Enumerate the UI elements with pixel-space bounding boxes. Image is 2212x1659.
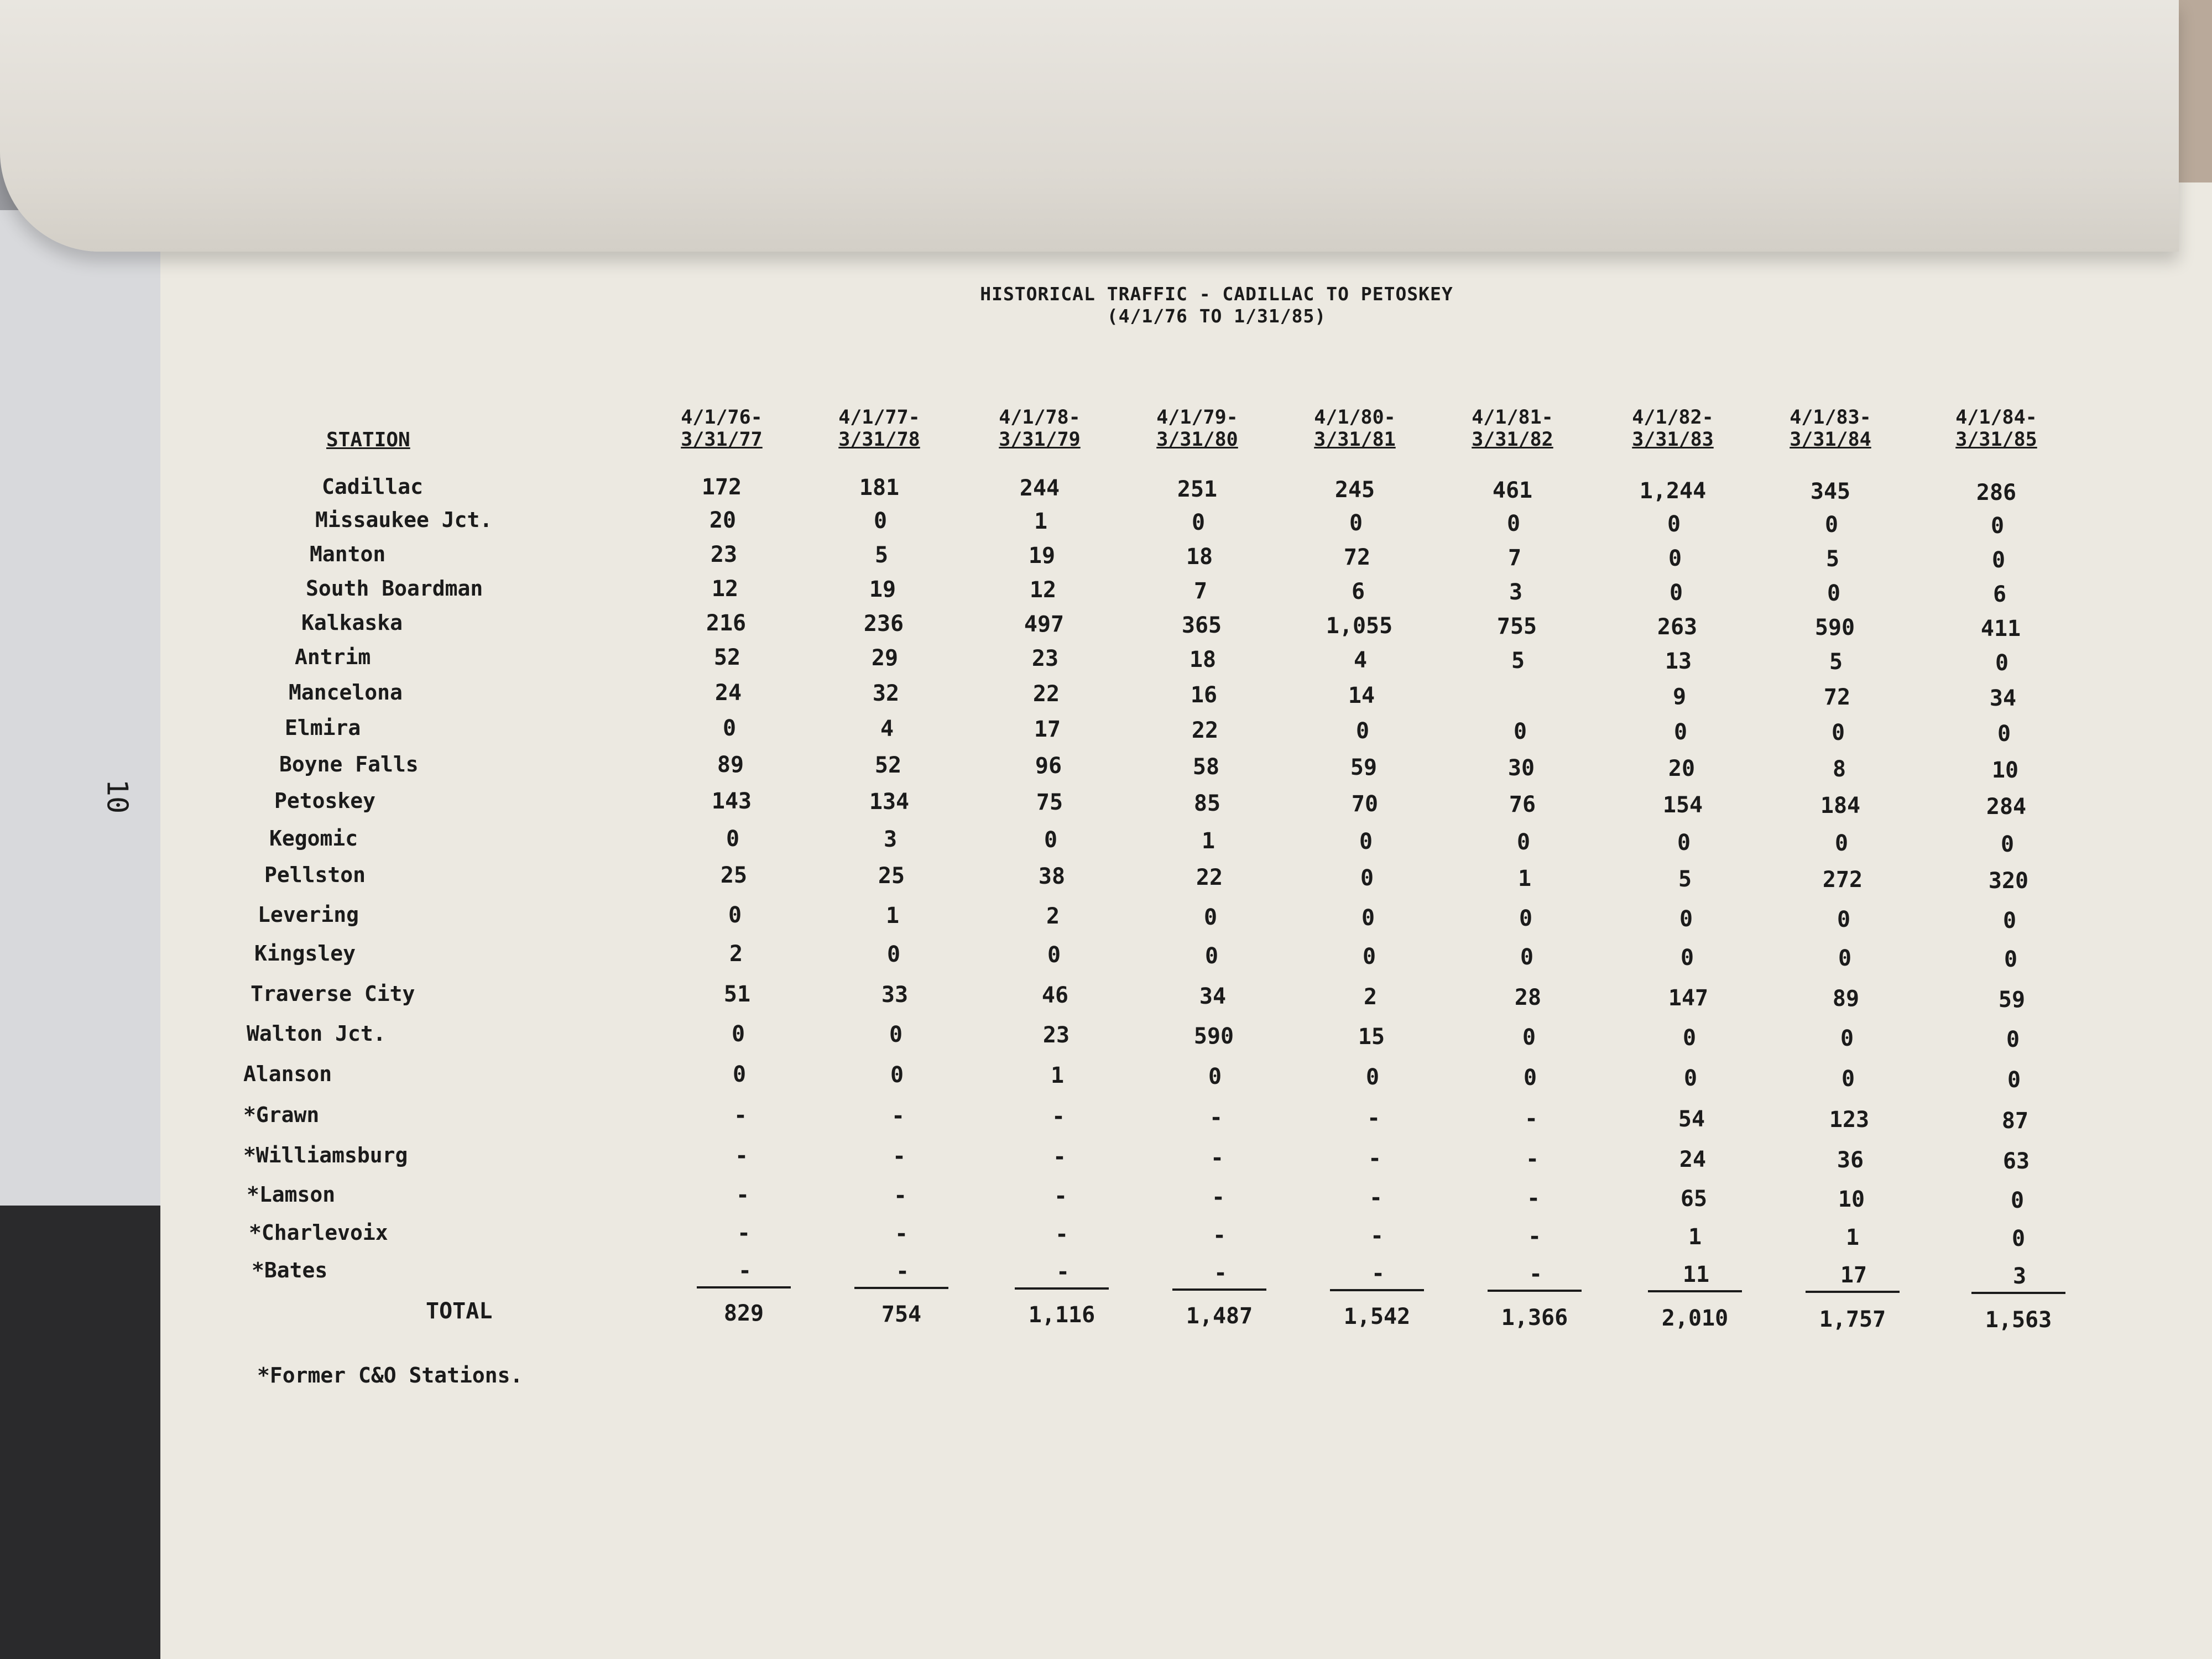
period-start: 4/1/77- bbox=[838, 406, 920, 429]
station-name: Pellston bbox=[264, 863, 366, 887]
station-column-header: STATION bbox=[326, 429, 410, 451]
period-start: 4/1/80- bbox=[1314, 406, 1396, 429]
table-cell: 251 bbox=[1177, 476, 1218, 502]
table-cell: 0 bbox=[1837, 907, 1851, 933]
period-header bbox=[1759, 406, 1902, 451]
table-cell: 2 bbox=[729, 941, 743, 967]
table-cell: 0 bbox=[1203, 904, 1218, 930]
table-cell: 96 bbox=[1035, 753, 1062, 779]
table-cell: 0 bbox=[1349, 510, 1363, 536]
period-start: 4/1/79- bbox=[1156, 406, 1238, 429]
table-cell: 1 bbox=[1050, 1063, 1065, 1089]
table-cell: 0 bbox=[1991, 547, 2006, 573]
table-cell: 0 bbox=[1840, 1026, 1854, 1052]
table-cell: - bbox=[1055, 1222, 1069, 1248]
table-cell: 0 bbox=[1513, 719, 1527, 744]
station-name: Levering bbox=[258, 902, 359, 927]
table-cell: 0 bbox=[1362, 943, 1376, 969]
table-cell: - bbox=[1210, 1145, 1224, 1171]
period-start: 4/1/76- bbox=[681, 406, 763, 429]
table-cell: 497 bbox=[1024, 612, 1065, 638]
station-name: Walton Jct. bbox=[247, 1021, 386, 1046]
total-rule bbox=[1488, 1290, 1582, 1292]
table-cell: 36 bbox=[1837, 1147, 1864, 1173]
table-cell: - bbox=[1056, 1259, 1070, 1285]
table-cell: - bbox=[737, 1220, 751, 1246]
station-name: Kegomic bbox=[269, 826, 358, 851]
table-cell: 0 bbox=[1668, 546, 1682, 572]
table-cell: 20 bbox=[1668, 756, 1695, 782]
table-cell: - bbox=[738, 1258, 752, 1284]
table-cell: - bbox=[734, 1143, 749, 1168]
table-cell: 0 bbox=[1522, 1025, 1536, 1050]
table-cell: 0 bbox=[731, 1021, 745, 1047]
total-rule bbox=[697, 1286, 791, 1288]
table-cell: 143 bbox=[711, 789, 752, 814]
station-name: Petoskey bbox=[274, 789, 376, 813]
footnote: *Former C&O Stations. bbox=[257, 1363, 523, 1387]
total-cell: 1,366 bbox=[1501, 1305, 1568, 1331]
station-name: Cadillac bbox=[322, 474, 424, 499]
table-cell: 0 bbox=[1365, 1064, 1380, 1090]
table-cell: 72 bbox=[1823, 685, 1851, 711]
table-cell: 0 bbox=[886, 942, 901, 968]
table-cell: 34 bbox=[1989, 685, 2017, 711]
period-start: 4/1/81- bbox=[1472, 406, 1553, 429]
station-name: Traverse City bbox=[251, 982, 415, 1006]
table-cell: - bbox=[1366, 1105, 1381, 1131]
period-end: 3/31/79 bbox=[999, 429, 1081, 451]
station-name: Manton bbox=[310, 542, 386, 566]
table-cell: 22 bbox=[1196, 864, 1223, 890]
table-cell: 236 bbox=[863, 611, 904, 637]
table-cell: - bbox=[1528, 1261, 1543, 1287]
total-cell: 2,010 bbox=[1661, 1306, 1729, 1331]
table-cell: 345 bbox=[1810, 479, 1851, 505]
table-cell: - bbox=[895, 1259, 910, 1285]
table-cell: 89 bbox=[717, 752, 744, 778]
total-rule bbox=[1015, 1287, 1109, 1290]
table-cell: 0 bbox=[2004, 946, 2018, 972]
table-cell: 3 bbox=[1509, 580, 1523, 605]
table-cell: 154 bbox=[1662, 792, 1703, 818]
station-name: Elmira bbox=[285, 716, 361, 740]
table-cell: 365 bbox=[1181, 612, 1222, 638]
table-cell: - bbox=[1213, 1260, 1228, 1286]
period-end: 3/31/84 bbox=[1790, 429, 1871, 451]
table-cell: 5 bbox=[874, 542, 889, 568]
table-cell: 134 bbox=[869, 789, 910, 815]
period-end: 3/31/81 bbox=[1314, 429, 1396, 451]
station-name: *Charlevoix bbox=[249, 1220, 388, 1245]
table-cell: 32 bbox=[872, 681, 900, 707]
table-cell: - bbox=[892, 1144, 906, 1170]
table-title: HISTORICAL TRAFFIC - CADILLAC TO PETOSKEY bbox=[980, 283, 1453, 305]
table-cell: 23 bbox=[710, 542, 738, 567]
table-cell: 0 bbox=[873, 508, 888, 534]
table-cell: 0 bbox=[1673, 719, 1688, 745]
table-cell: 245 bbox=[1334, 477, 1375, 503]
table-cell: - bbox=[894, 1221, 909, 1247]
table-cell: 19 bbox=[869, 577, 896, 603]
table-cell: 0 bbox=[1997, 721, 2011, 747]
table-cell: 75 bbox=[1036, 790, 1063, 816]
station-name: Alanson bbox=[243, 1062, 332, 1086]
table-cell: 1 bbox=[1688, 1224, 1702, 1250]
table-cell: 65 bbox=[1680, 1186, 1708, 1212]
table-cell: 0 bbox=[1990, 513, 2005, 539]
table-cell: 0 bbox=[1680, 945, 1694, 971]
total-cell: 1,487 bbox=[1186, 1303, 1253, 1329]
table-cell: 0 bbox=[1667, 512, 1681, 538]
table-cell: 0 bbox=[2002, 907, 2017, 933]
period-start: 4/1/82- bbox=[1632, 406, 1714, 429]
table-cell: 59 bbox=[1998, 987, 2026, 1013]
period-end: 3/31/80 bbox=[1156, 429, 1238, 451]
table-cell: 89 bbox=[1832, 986, 1860, 1012]
table-cell: 0 bbox=[1679, 906, 1693, 932]
table-cell: 590 bbox=[1814, 615, 1855, 641]
table-cell: 10 bbox=[1838, 1187, 1865, 1213]
station-name: Missaukee Jct. bbox=[315, 508, 493, 532]
period-end: 3/31/82 bbox=[1472, 429, 1553, 451]
period-header bbox=[807, 406, 951, 451]
station-name: Kalkaska bbox=[301, 611, 403, 635]
table-cell: 29 bbox=[871, 645, 899, 671]
table-cell: 0 bbox=[1827, 581, 1841, 607]
table-cell: 5 bbox=[1825, 546, 1840, 572]
period-end: 3/31/85 bbox=[1955, 429, 2037, 451]
table-cell: 147 bbox=[1668, 985, 1709, 1011]
table-cell: 0 bbox=[728, 902, 742, 928]
table-cell: 25 bbox=[878, 863, 905, 889]
table-cell: 0 bbox=[1838, 946, 1852, 972]
table-title-block bbox=[830, 283, 1604, 327]
table-cell: 5 bbox=[1829, 649, 1843, 675]
period-end: 3/31/83 bbox=[1632, 429, 1714, 451]
table-cell: 184 bbox=[1820, 793, 1861, 819]
table-cell: 286 bbox=[1976, 479, 2017, 505]
table-cell: - bbox=[893, 1183, 907, 1209]
table-cell: 6 bbox=[1992, 581, 2007, 607]
total-cell: 1,542 bbox=[1343, 1304, 1411, 1329]
table-cell: 0 bbox=[1669, 580, 1683, 606]
table-cell: 0 bbox=[1516, 830, 1531, 855]
table-cell: 0 bbox=[1834, 831, 1849, 857]
period-header bbox=[1924, 406, 2068, 451]
table-cell: 7 bbox=[1193, 578, 1208, 604]
table-cell: 0 bbox=[1683, 1066, 1698, 1092]
total-rule bbox=[854, 1287, 948, 1289]
period-end: 3/31/77 bbox=[681, 429, 763, 451]
total-cell: 1,757 bbox=[1819, 1306, 1886, 1332]
table-cell: 590 bbox=[1193, 1023, 1234, 1049]
table-subtitle: (4/1/76 TO 1/31/85) bbox=[1107, 305, 1327, 327]
table-cell: 0 bbox=[2011, 1225, 2026, 1251]
table-cell: 24 bbox=[1679, 1147, 1707, 1173]
total-label: TOTAL bbox=[426, 1298, 493, 1324]
period-header bbox=[1125, 406, 1269, 451]
table-cell: 0 bbox=[2007, 1067, 2021, 1093]
table-cell: 0 bbox=[1523, 1065, 1537, 1091]
table-cell: 0 bbox=[722, 716, 737, 741]
total-rule bbox=[1330, 1289, 1424, 1291]
table-cell: 0 bbox=[1519, 906, 1533, 931]
table-cell: 172 bbox=[701, 474, 742, 500]
table-cell: 51 bbox=[723, 982, 751, 1007]
table-cell: 87 bbox=[2001, 1108, 2029, 1134]
station-name: *Williamsburg bbox=[243, 1143, 408, 1167]
table-cell: 1 bbox=[1845, 1225, 1860, 1251]
table-cell: 5 bbox=[1678, 867, 1692, 893]
station-name: Kingsley bbox=[254, 941, 356, 966]
background-dark-surface bbox=[0, 1206, 177, 1659]
table-cell: 0 bbox=[1831, 720, 1845, 746]
table-cell: 17 bbox=[1840, 1262, 1867, 1288]
station-name: Antrim bbox=[295, 645, 371, 669]
table-cell: 22 bbox=[1191, 717, 1219, 743]
table-cell: - bbox=[1371, 1260, 1385, 1286]
table-cell: 52 bbox=[713, 645, 741, 670]
table-cell: 17 bbox=[1034, 717, 1061, 743]
table-cell: - bbox=[735, 1182, 750, 1208]
table-cell: 0 bbox=[1044, 827, 1058, 853]
table-cell: 59 bbox=[1350, 754, 1378, 780]
table-cell: 216 bbox=[706, 611, 747, 636]
table-cell: 2 bbox=[1363, 984, 1378, 1010]
table-cell: 33 bbox=[881, 982, 909, 1008]
total-rule bbox=[1971, 1292, 2065, 1294]
table-cell: 20 bbox=[709, 508, 737, 533]
table-cell: 3 bbox=[2012, 1263, 2027, 1289]
table-cell: 22 bbox=[1032, 681, 1060, 707]
table-cell: 0 bbox=[889, 1022, 903, 1048]
table-cell: 0 bbox=[2010, 1187, 2025, 1213]
table-cell: 6 bbox=[1351, 578, 1365, 604]
table-cell: 23 bbox=[1031, 646, 1059, 672]
total-rule bbox=[1648, 1290, 1742, 1292]
table-cell: - bbox=[1370, 1223, 1384, 1249]
table-cell: 63 bbox=[2002, 1148, 2030, 1174]
table-cell: - bbox=[1368, 1145, 1382, 1171]
table-cell: 0 bbox=[732, 1062, 747, 1087]
table-cell: 13 bbox=[1665, 649, 1692, 675]
table-cell: 25 bbox=[720, 863, 748, 888]
table-cell: - bbox=[1212, 1222, 1227, 1248]
total-cell: 1,116 bbox=[1028, 1302, 1095, 1328]
table-cell: 0 bbox=[1360, 865, 1374, 891]
station-name: *Bates bbox=[252, 1258, 328, 1282]
table-cell: 1 bbox=[1517, 866, 1532, 891]
period-header bbox=[1601, 406, 1745, 451]
table-cell: 10 bbox=[1991, 757, 2019, 783]
table-cell: 181 bbox=[859, 475, 900, 501]
table-cell: 461 bbox=[1492, 478, 1533, 503]
table-cell: 76 bbox=[1509, 792, 1536, 817]
table-cell: 85 bbox=[1193, 790, 1221, 816]
table-cell: - bbox=[1525, 1146, 1540, 1172]
period-start: 4/1/78- bbox=[999, 406, 1081, 429]
table-cell: 70 bbox=[1351, 791, 1379, 817]
table-cell: - bbox=[1527, 1224, 1542, 1249]
table-cell: 1 bbox=[885, 903, 900, 929]
period-header bbox=[650, 406, 794, 451]
page-number: 10 bbox=[100, 779, 134, 814]
table-cell: 0 bbox=[1677, 830, 1691, 856]
table-cell: 0 bbox=[1520, 945, 1534, 970]
table-cell: 12 bbox=[1029, 577, 1057, 603]
period-header bbox=[1441, 406, 1584, 451]
table-cell: 320 bbox=[1988, 868, 2029, 894]
period-header bbox=[1283, 406, 1427, 451]
table-cell: 0 bbox=[1841, 1066, 1855, 1092]
table-cell: - bbox=[733, 1103, 748, 1128]
period-end: 3/31/78 bbox=[838, 429, 920, 451]
total-rule bbox=[1806, 1291, 1900, 1293]
table-cell: 72 bbox=[1343, 544, 1371, 570]
table-cell: 0 bbox=[2000, 831, 2015, 857]
table-cell: 244 bbox=[1019, 476, 1060, 502]
table-cell: 54 bbox=[1678, 1107, 1705, 1133]
table-cell: 30 bbox=[1507, 755, 1535, 781]
table-cell: 9 bbox=[1672, 684, 1687, 710]
table-cell: 0 bbox=[1047, 942, 1061, 968]
table-cell: 272 bbox=[1822, 867, 1863, 893]
table-cell: 12 bbox=[711, 576, 739, 602]
table-cell: 7 bbox=[1507, 545, 1522, 571]
table-cell: 58 bbox=[1192, 754, 1220, 780]
table-cell: - bbox=[1209, 1104, 1223, 1130]
table-cell: 411 bbox=[1980, 615, 2021, 641]
table-cell: 0 bbox=[1191, 509, 1206, 535]
table-cell: 16 bbox=[1190, 682, 1218, 708]
table-cell: - bbox=[1369, 1185, 1383, 1211]
table-cell: 0 bbox=[1359, 828, 1373, 854]
table-cell: 1,244 bbox=[1639, 478, 1707, 504]
table-cell: 15 bbox=[1358, 1024, 1385, 1050]
table-cell: - bbox=[1053, 1183, 1068, 1209]
total-cell: 1,563 bbox=[1985, 1307, 2052, 1333]
table-cell: - bbox=[1211, 1184, 1225, 1210]
table-cell: 3 bbox=[883, 827, 898, 853]
table-cell: 19 bbox=[1028, 543, 1056, 569]
table-cell: - bbox=[1524, 1106, 1538, 1131]
total-cell: 754 bbox=[881, 1301, 922, 1327]
table-cell: 24 bbox=[714, 680, 742, 706]
period-start: 4/1/84- bbox=[1955, 406, 2037, 429]
table-cell: 18 bbox=[1189, 646, 1217, 672]
table-cell: 2 bbox=[1046, 904, 1060, 930]
table-cell: 1 bbox=[1201, 828, 1215, 854]
total-rule bbox=[1172, 1288, 1266, 1291]
table-cell: 0 bbox=[1208, 1063, 1222, 1089]
table-cell: 0 bbox=[726, 826, 740, 852]
table-cell: 263 bbox=[1657, 614, 1698, 640]
table-cell: 11 bbox=[1682, 1262, 1710, 1288]
table-cell: 0 bbox=[1506, 511, 1521, 536]
table-cell: 4 bbox=[880, 716, 894, 742]
table-cell: 284 bbox=[1986, 794, 2027, 820]
table-cell: - bbox=[1526, 1186, 1541, 1211]
table-cell: 755 bbox=[1496, 614, 1537, 639]
table-cell: 18 bbox=[1186, 544, 1213, 570]
table-cell: 0 bbox=[1995, 650, 2009, 676]
table-cell: 0 bbox=[1682, 1025, 1697, 1051]
table-cell: 0 bbox=[1355, 718, 1370, 744]
table-cell: 1,055 bbox=[1326, 613, 1393, 639]
table-cell: 0 bbox=[890, 1062, 904, 1088]
table-cell: 14 bbox=[1348, 682, 1375, 708]
table-cell: 123 bbox=[1829, 1107, 1870, 1133]
table-cell: 1 bbox=[1034, 509, 1048, 535]
table-cell: 46 bbox=[1041, 983, 1069, 1009]
table-cell: 0 bbox=[1824, 512, 1839, 538]
table-cell: 0 bbox=[1204, 943, 1219, 969]
table-cell: - bbox=[1051, 1104, 1066, 1130]
table-cell: 4 bbox=[1353, 647, 1368, 673]
station-name: Boyne Falls bbox=[279, 752, 419, 776]
table-cell: 0 bbox=[1361, 905, 1375, 931]
previous-page-flap bbox=[0, 0, 2179, 252]
table-cell: 52 bbox=[874, 753, 902, 779]
period-header bbox=[968, 406, 1112, 451]
station-name: *Lamson bbox=[247, 1182, 336, 1207]
table-cell: 34 bbox=[1199, 983, 1227, 1009]
total-cell: 829 bbox=[723, 1301, 764, 1326]
table-cell: - bbox=[1052, 1144, 1067, 1170]
table-cell: - bbox=[891, 1103, 905, 1129]
table-cell: 8 bbox=[1832, 757, 1846, 782]
table-cell: 5 bbox=[1511, 648, 1525, 674]
station-name: South Boardman bbox=[306, 576, 483, 601]
table-cell: 0 bbox=[2006, 1026, 2020, 1052]
table-cell: 28 bbox=[1514, 985, 1542, 1010]
station-name: Mancelona bbox=[289, 680, 403, 705]
table-cell: 38 bbox=[1038, 864, 1066, 890]
station-name: *Grawn bbox=[243, 1103, 320, 1127]
period-start: 4/1/83- bbox=[1790, 406, 1871, 429]
table-cell: 23 bbox=[1042, 1022, 1070, 1048]
